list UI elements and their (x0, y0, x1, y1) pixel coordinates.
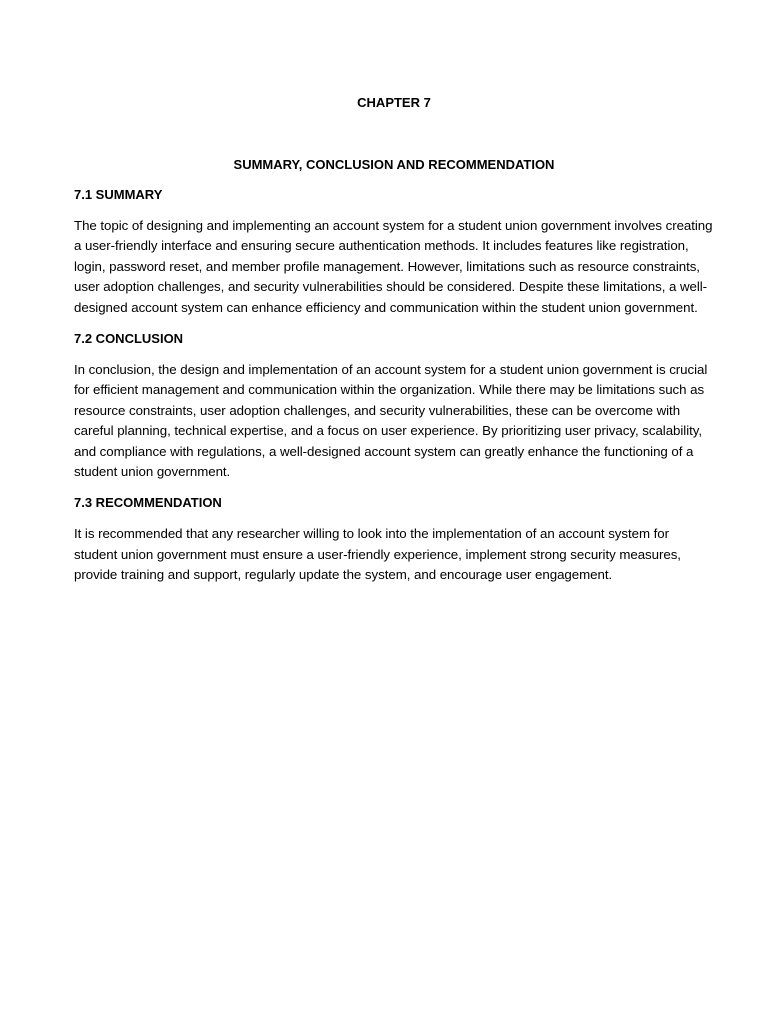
section-heading: 7.3 RECOMMENDATION (74, 495, 222, 511)
section-paragraph: In conclusion, the design and implementation of an account system for a student union government is crucial for efficient management and communication within the organization. While there may be limitations such as resource constraints, user adoption challenges, and security vulnerabilities, these can be overcome with careful planning, technical expertise, and a focus on user experience. By prioritizing user privacy, scalability, and compliance with regulations, a well-designed account system can greatly enhance the functioning of a student union government. (74, 362, 708, 480)
section-conclusion (74, 330, 714, 482)
section-heading: 7.2 CONCLUSION (74, 331, 184, 347)
page-content (74, 94, 714, 598)
section-summary (74, 186, 714, 318)
document-title: SUMMARY, CONCLUSION AND RECOMMENDATION (233, 157, 555, 172)
chapter-title: CHAPTER 7 (357, 95, 431, 110)
section-recommendation (74, 494, 714, 585)
section-paragraph: It is recommended that any researcher willing to look into the implementation of an account system for student union government must ensure a user-friendly experience, implement strong security measures, provide training and support, regularly update the system, and encourage user engagement. (74, 526, 681, 583)
section-paragraph: The topic of designing and implementing an account system for a student union government involves creating a user-friendly interface and ensuring secure authentication methods. It includes features like registration, login, password reset, and member profile management. However, limitations such as resource constraints, user adoption challenges, and security vulnerabilities should be considered. Despite these limitations, a well-designed account system can enhance efficiency and communication within the student union government. (74, 218, 713, 315)
section-heading: 7.1 SUMMARY (74, 187, 163, 202)
